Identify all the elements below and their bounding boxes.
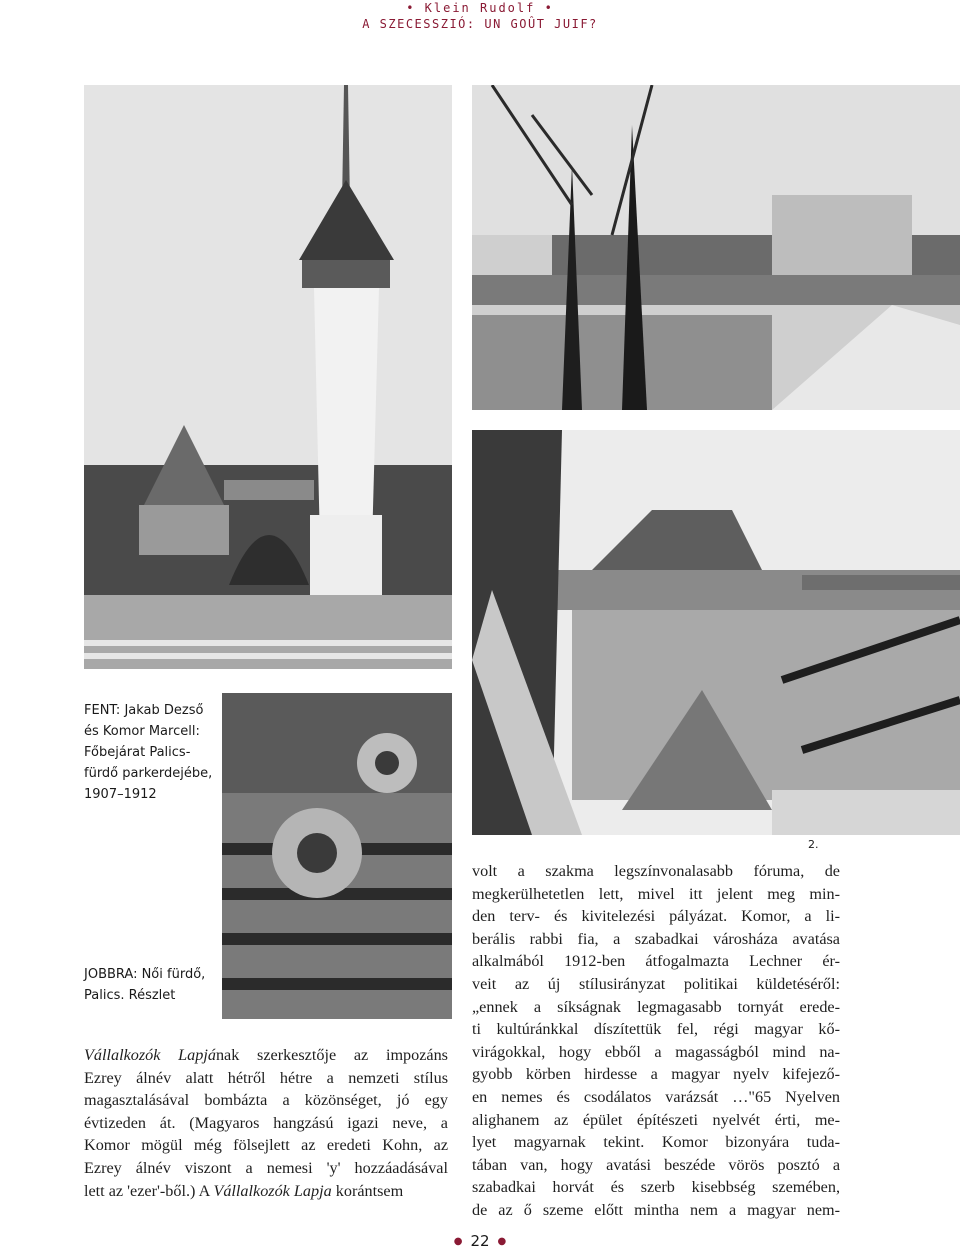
text-line: évtizeden át. (Magyaros hangzású igazi neve, a [84,1113,448,1132]
text-line: alighanem az épület építészeti nyelvét érti, me- [472,1110,840,1129]
text-line: en nemes és csodálatos varázsát …"65 Nyelven [472,1087,840,1106]
text-line: de az ő szeme előtt mintha nem a magyar nem- [472,1200,840,1219]
text-line: tában van, hogy avatási beszéde vörös posztó a [472,1155,840,1174]
text-line [84,1180,448,1203]
text-line: lyet magyarnak tekint. Komor bizonyára tuda- [472,1133,840,1152]
bullet-icon: ● [453,1236,463,1247]
caption-line: 1907–1912 [84,787,157,802]
page-folio [0,1232,960,1250]
caption-bottom-left [84,964,214,1006]
tower-photo [84,85,452,669]
caption-line: és Komor Marcell: [84,724,200,739]
text-fragment: nak szerkesztője az impozáns [215,1046,448,1064]
text-line: virágokkal, hogy ebből a magasságból mind na- [472,1042,840,1061]
text-line: den terv- és kivitelezési pályázat. Komor, a li- [472,907,840,926]
detail-photo [222,693,452,1019]
running-header [0,0,960,32]
text-line: megkerülhetetlen lett, mivel itt jelent meg min- [472,884,840,903]
text-line: Ezrey álnév alatt hétről hétre a nemzeti stílus [84,1068,448,1087]
text-line: volt a szakma legszínvonalasabb fóruma, de [472,862,840,880]
text-line: gyobb körben hirdesse a magyar nyelv kifejező- [472,1065,840,1084]
right-column-text [472,860,840,1222]
text-line: „ennek a síkságnak legmagasabb tornyát erede- [472,997,840,1016]
bullet-icon: ● [497,1236,507,1247]
caption-line: Főbejárat Palics- [84,745,191,760]
left-column-text [84,1044,448,1202]
caption-line: Palics. Részlet [84,988,176,1003]
header-subtitle: A SZECESSZIÓ: UN GOÛT JUIF? [362,17,598,31]
text-fragment: korántsem [331,1181,404,1200]
caption-line: JOBBRA: Női fürdő, [84,967,206,982]
text-line: magasztalásával bombázta a közönséget, jó egy [84,1091,448,1110]
text-line [84,1044,448,1067]
text-line: Komor mögül még fölsejlett az eredeti Kohn, az [84,1136,448,1155]
text-line: Ezrey álnév viszont a nemesi 'y' hozzáadásával [84,1158,448,1177]
plate-number: 2. [808,838,819,851]
journal-title: Vállalkozók Lapjá [84,1046,216,1064]
text-fragment: lett az 'ezer'-ből.) A [84,1181,214,1200]
text-line: veit az új stílusirányzat politikai küldetéséről: [472,974,840,993]
caption-line: fürdő parkerdejébe, [84,766,213,781]
text-line: berális rabbi fia, a szabadkai városháza avatása [472,929,840,948]
text-line: ti kultúránkkal díszítettük fel, régi magyar kő- [472,1020,840,1039]
journal-title: Vállalkozók Lapja [213,1181,332,1200]
text-line: alkalmából 1912-ben átfogalmazta Lechner ér- [472,952,840,971]
caption-top-left [84,700,214,805]
page-number: 22 [470,1232,490,1250]
text-line: szabadkai horvát és szerb kisebbség szemében, [472,1178,840,1197]
bath-photo [472,430,960,835]
header-author: • Klein Rudolf • [406,1,554,15]
park-photo [472,85,960,410]
caption-line: FENT: Jakab Dezső [84,703,204,718]
